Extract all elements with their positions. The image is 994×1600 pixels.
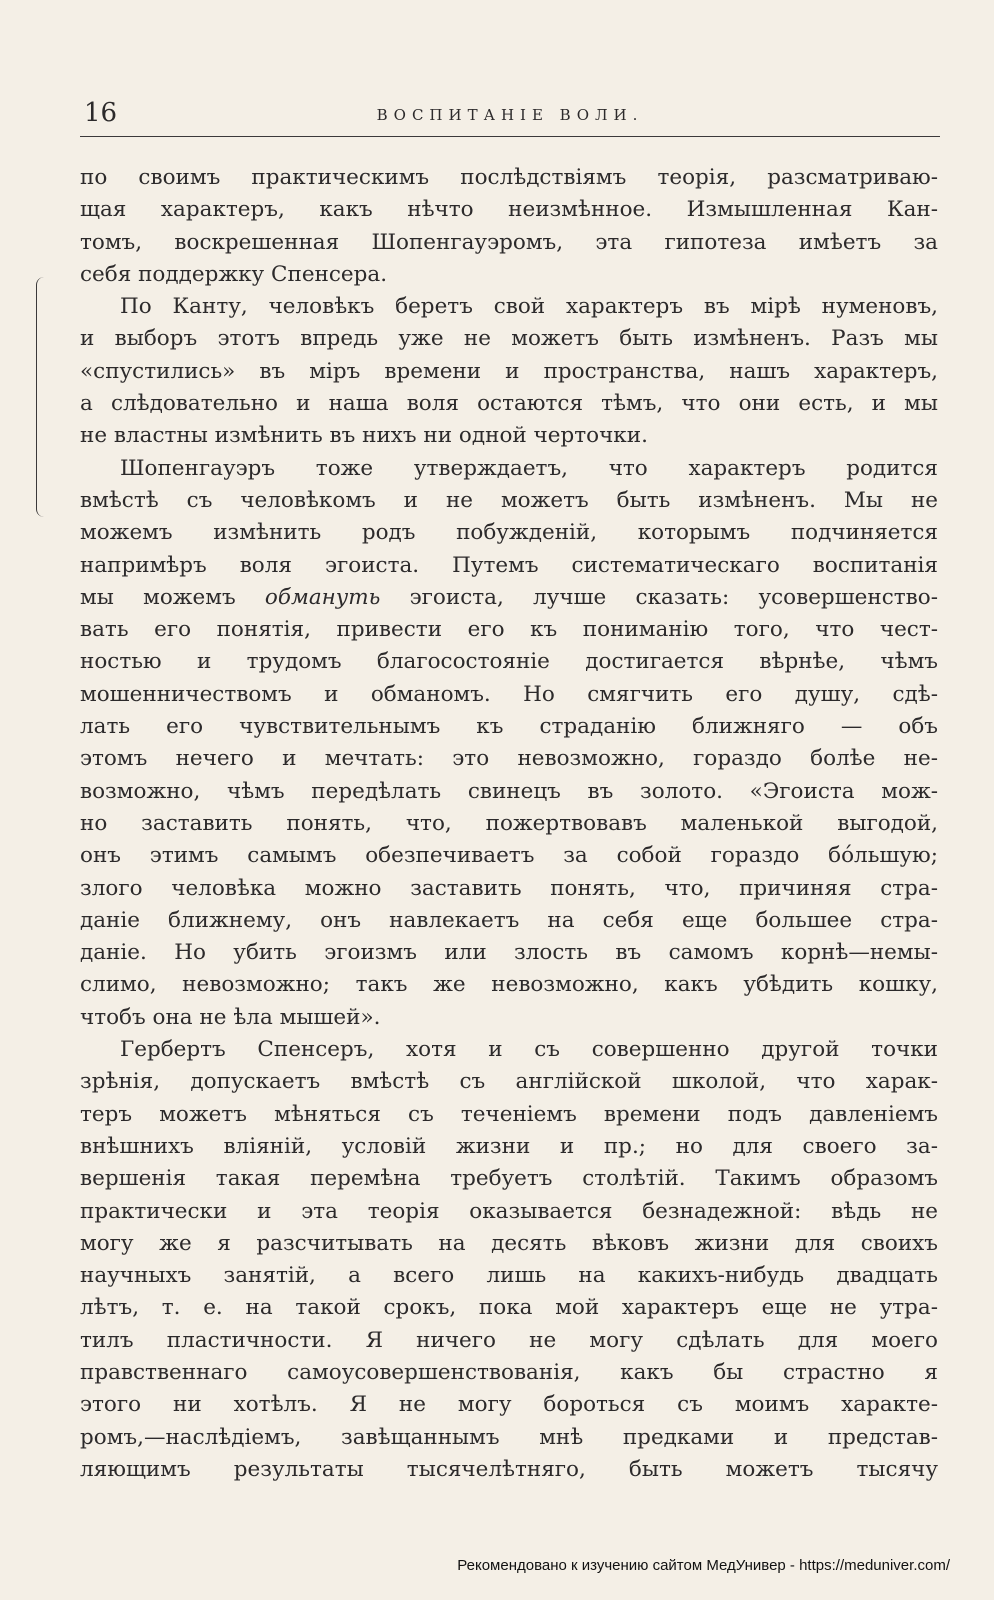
text-line: онъ этимъ самымъ обезпечиваетъ за собой гораздо бо́льшую; bbox=[80, 843, 938, 869]
text-line: вать его понятія, привести его къ пониманію того, что чест- bbox=[80, 617, 938, 643]
margin-bracket-mark bbox=[36, 277, 45, 517]
text-line: ляющимъ результаты тысячелѣтняго, быть можетъ тысячу bbox=[80, 1456, 938, 1482]
text-line: По Канту, человѣкъ беретъ свой характеръ въ мірѣ нуменовъ, bbox=[120, 294, 938, 320]
text-line: не властны измѣнить въ нихъ ни одной черточки. bbox=[80, 423, 648, 449]
text-line: вмѣстѣ съ человѣкомъ и не можетъ быть измѣненъ. Мы не bbox=[80, 487, 938, 513]
text-line: напримѣръ воля эгоиста. Путемъ систематическаго воспитанія bbox=[80, 552, 938, 578]
text-line: этого ни хотѣлъ. Я не могу бороться съ моимъ характе- bbox=[80, 1392, 938, 1418]
header-rule bbox=[80, 136, 940, 137]
text-line: лать его чувствительнымъ къ страданію ближняго — объ bbox=[80, 714, 938, 740]
text-line: а слѣдовательно и наша воля остаются тѣмъ, что они есть, и мы bbox=[80, 391, 938, 417]
text-line: даніе. Но убить эгоизмъ или злость въ самомъ корнѣ—немы- bbox=[80, 940, 938, 966]
text-line: даніе ближнему, онъ навлекаетъ на себя еще большее стра- bbox=[80, 907, 938, 933]
text-line: этомъ нечего и мечтать: это невозможно, гораздо болѣе не- bbox=[80, 746, 938, 772]
footer-link-text: Рекомендовано к изучению сайтом МедУнивер - https://meduniver.com/ bbox=[457, 1557, 950, 1574]
text-line: томъ, воскрешенная Шопенгауэромъ, эта гипотеза имѣетъ за bbox=[80, 229, 938, 255]
text-line: чтобъ она не ѣла мышей». bbox=[80, 1004, 381, 1030]
text-line: теръ можетъ мѣняться съ теченіемъ времени подъ давленіемъ bbox=[80, 1101, 938, 1127]
text-fragment: эгоиста, лучше сказать: усовершенство- bbox=[380, 584, 938, 610]
text-line: зрѣнія, допускаетъ вмѣстѣ съ англійской школой, что харак- bbox=[80, 1069, 938, 1095]
text-line: по своимъ практическимъ послѣдствіямъ теорія, разсматриваю- bbox=[80, 165, 938, 190]
page-number: 16 bbox=[84, 98, 118, 128]
text-line: практически и эта теорія оказывается безнадежной: вѣдь не bbox=[80, 1198, 938, 1224]
text-line: себя поддержку Спенсера. bbox=[80, 261, 388, 287]
text-line: вершенія такая перемѣна требуетъ столѣтій. Такимъ образомъ bbox=[80, 1166, 938, 1192]
text-line: правственнаго самоусовершенствованія, какъ бы страстно я bbox=[80, 1359, 938, 1385]
body-text bbox=[80, 162, 938, 1486]
text-line bbox=[80, 582, 938, 614]
text-line: возможно, чѣмъ передѣлать свинецъ въ золото. «Эгоиста мож- bbox=[80, 778, 938, 804]
text-line: мошенничествомъ и обманомъ. Но смягчить его душу, сдѣ- bbox=[80, 681, 938, 707]
text-line: и выборъ этотъ впредь уже не можетъ быть измѣненъ. Разъ мы bbox=[80, 326, 938, 352]
text-line: можемъ измѣнить родъ побужденій, которымъ подчиняется bbox=[80, 520, 938, 546]
text-line: Шопенгауэръ тоже утверждаетъ, что характеръ родится bbox=[120, 455, 938, 481]
text-line: но заставить понять, что, пожертвовавъ маленькой выгодой, bbox=[80, 810, 938, 836]
text-line: могу же я разсчитывать на десять вѣковъ жизни для своихъ bbox=[80, 1230, 938, 1256]
text-line: лѣтъ, т. е. на такой срокъ, пока мой характеръ еще не утра- bbox=[80, 1295, 938, 1321]
text-line: щая характеръ, какъ нѣчто неизмѣнное. Измышленная Кан- bbox=[80, 197, 938, 223]
text-line: ромъ,—наслѣдіемъ, завѣщаннымъ мнѣ предками и представ- bbox=[80, 1424, 938, 1450]
text-line: Гербертъ Спенсеръ, хотя и съ совершенно другой точки bbox=[120, 1037, 938, 1063]
running-title: ВОСПИТАНІЕ ВОЛИ. bbox=[376, 106, 644, 124]
page-header bbox=[80, 96, 940, 136]
text-line: «спустились» въ міръ времени и пространства, нашъ характеръ, bbox=[80, 358, 938, 384]
text-line: научныхъ занятій, а всего лишь на какихъ-нибудь двадцать bbox=[80, 1263, 938, 1289]
emphasis-word: обмануть bbox=[264, 584, 381, 610]
text-line: слимо, невозможно; такъ же невозможно, какъ убѣдить кошку, bbox=[80, 972, 938, 998]
text-line: злого человѣка можно заставить понять, что, причиняя стра- bbox=[80, 875, 938, 901]
text-fragment: мы можемъ bbox=[80, 584, 265, 610]
text-line: внѣшнихъ вліяній, условій жизни и пр.; но для своего за- bbox=[80, 1133, 938, 1159]
text-line: ностью и трудомъ благосостояніе достигается вѣрнѣе, чѣмъ bbox=[80, 649, 938, 675]
text-line: тилъ пластичности. Я ничего не могу сдѣлать для моего bbox=[80, 1327, 938, 1353]
